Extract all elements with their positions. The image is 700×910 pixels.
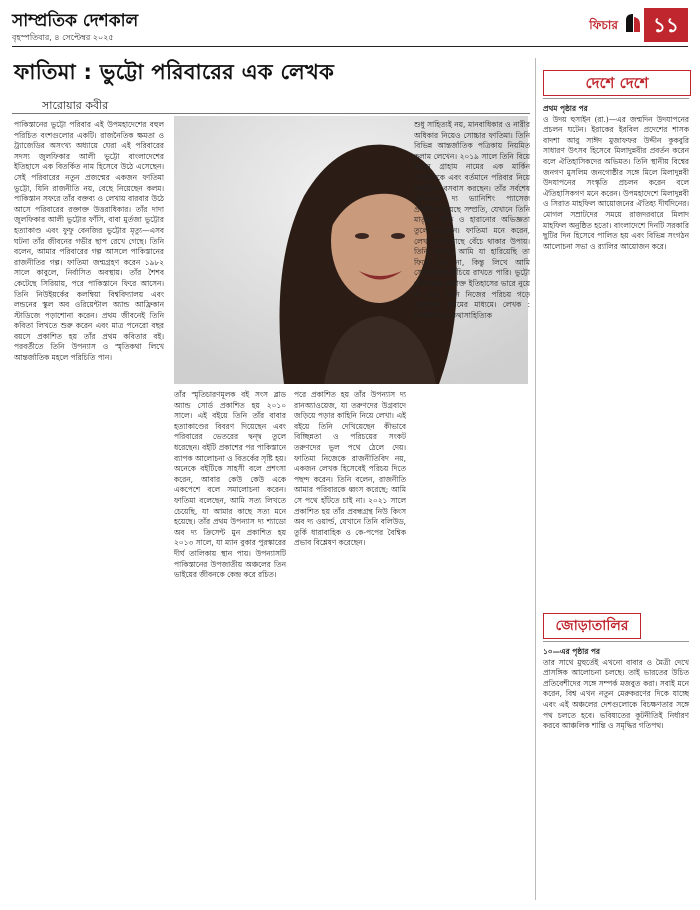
column-1-text: পাকিস্তানের ভুট্টো পরিবার এই উপমহাদেশের বহুল পরিচিত বংশগুলোর একটি। রাজনৈতিক ক্ষমতা ও ট্র্যাজেডির অসংখ্য অধ্যায়ে ঘেরা এই পরিবারের সদস্য জুলফিকার আলী ভুট্টো বাংলাদেশের ইতিহাসে এক বিতর্কিত নাম হিসেবে উঠে এসেছেন। সেই পরিবারের নতুন প্রজন্মের একজন ফাতিমা ভুট্টো, যিনি রাজনীতি নয়, বেছে নিয়েছেন কলম। পাকিস্তান সফরে তাঁর বক্তব্য ও লেখায় বারবার উঠে আসে পরিবারের রক্তাক্ত উত্তরাধিকার। তাঁর দাদা জুলফিকার আলী ভুট্টোর ফাঁসি, বাবা মুর্তজা ভুট্টোর হত্যাকাণ্ড এবং ফুফু বেনজির ভুট্টোর মৃত্যু—এসব ঘটনা তাঁর জীবনের গভীর ছাপ রেখে গেছে। তিনি বলেন, আমার পরিবারের গল্প আসলে পাকিস্তানের রাজনীতির গল্প। ফাতিমা জন্মগ্রহণ করেন ১৯৮২ সালে কাবুলে, নির্বাসিত অবস্থায়। তাঁর শৈশব কেটেছে সিরিয়ায়, পরে পাকিস্তানে ফিরে আসেন। তিনি নিউইয়র্কের কলম্বিয়া বিশ্ববিদ্যালয় এবং লন্ডনের স্কুল অব ওরিয়েন্টাল অ্যান্ড আফ্রিকান স্টাডিজে পড়াশোনা করেন। প্রথম জীবনেই তিনি কবিতা লিখতে শুরু করেন এবং মাত্র পনেরো বছর বয়সে প্রকাশিত হয় তাঁর প্রথম কবিতার বই। পরবর্তীতে তিনি উপন্যাস ও স্মৃতিকথা লিখে আন্তর্জাতিক মহলে পরিচিতি পান। (14, 120, 164, 363)
issue-date: বৃহস্পতিবার, ৪ সেপ্টেম্বর ২০২৫ (12, 33, 114, 42)
column-4-text: শুধু সাহিত্যই নয়, মানবাধিকার ও নারীর অধিকার নিয়েও সোচ্চার ফাতিমা। তিনি বিভিন্ন আন্তর্জাতিক পত্রিকায় নিয়মিত কলাম লেখেন। ২০১৯ সালে তিনি বিয়ে করেন গ্রাহাম নামের এক মার্কিন নাগরিককে এবং বর্তমানে পরিবার নিয়ে করাচিতে বসবাস করছেন। তাঁর সর্বশেষ স্মৃতিকথা দ্য ভ্যানিশিং প্যাসেজ প্রকাশিত হয়েছে সম্প্রতি, যেখানে তিনি মাতৃত্ব, স্মৃতি ও হারানোর অভিজ্ঞতা তুলে ধরেছেন। ফাতিমা মনে করেন, লেখা তাঁর কাছে বেঁচে থাকার উপায়। তিনি বলেন, আমি যা হারিয়েছি তা ফিরে পাব না, কিন্তু লিখে আমি সেগুলোকে বাঁচিয়ে রাখতে পারি। ভুট্টো পরিবারের রক্তাক্ত ইতিহাসের ভারে নুয়ে না পড়ে তিনি নিজের পরিচয় গড়ে তুলেছেন কলমের মাধ্যমে। লেখক : সাংবাদিক ও কথাসাহিত্যিক (414, 120, 530, 320)
jora-label: ১০—এর পৃষ্ঠার পর (543, 647, 600, 656)
masthead-title: সাম্প্রতিক দেশকাল (12, 11, 139, 31)
section-label: ফিচার (589, 18, 618, 32)
sidebar-heading-desh: দেশে দেশে (543, 70, 691, 96)
desh-text: ও উদয় হুসাইন (রা.)—এর জন্মদিন উদযাপনের প্রচলন ঘটেন। ইরাকের ইরবিল প্রদেশের শাসক বাদশা আবু সাঈদ মুজাফফর উদ্দীন কুকবুরি সাধারণ উৎসব হিসেবে মিলাদুন্নবীর প্রবর্তন করেন বলে ঐতিহাসিকদের অভিমত। তিনি স্থানীয় বিশ্বের জনগণ মুসলিম জনগোষ্ঠীর সঙ্গে মিলে মিলাদুন্নবী উদযাপনের সংস্কৃতি প্রচলন করেন বলে ঐতিহাসিকগণ মনে করেন। উপমহাদেশে মিলাদুন্নবী ও সিরাত মাহফিল আয়োজনের ঐতিহ্য দীর্ঘদিনের। মোগল সম্রাটদের সময়ে রাজদরবারে মিলাদ মাহফিল অনুষ্ঠিত হতো। বাংলাদেশে দিনটি সরকারি ছুটির দিন হিসেবে পালিত হয় এবং বিভিন্ন সংগঠন আলোচনা সভা ও র‍্যালির আয়োজন করে। (543, 114, 689, 251)
jora-text: তার সাথে মুহুর্তেই এখনো বাবার ও মৈত্রী দেখে প্রাসঙ্গিক আলোচনা চলছে। তাই ভারতের উচিত প্রতিবেশীদের সঙ্গে সম্পর্ক মজবুত করা। সবাই মনে করেন, বিশ্ব এখন নতুন মেরুকরণের দিকে যাচ্ছে এবং এই অঞ্চলের দেশগুলোকে বিচক্ষণতার সঙ্গে পথ চলতে হবে। ভবিষ্যতের কূটনীতিই নির্ধারণ করবে আঞ্চলিক শান্তি ও সমৃদ্ধির গতিপথ। (543, 657, 689, 731)
sidebar-story-desh (543, 104, 689, 604)
article-column-1 (14, 120, 164, 904)
article-headline: ফাতিমা : ভুট্টো পরিবারের এক লেখক (14, 60, 335, 84)
article-column-4 (414, 120, 530, 904)
masthead-rule (12, 46, 688, 47)
article-column-2 (174, 390, 286, 904)
column-3-text: পরে প্রকাশিত হয় তাঁর উপন্যাস দ্য রানঅ্যাওয়েজ, যা তরুণদের উগ্রবাদে জড়িয়ে পড়ার কাহিনি নিয়ে লেখা। এই বইয়ে তিনি দেখিয়েছেন কীভাবে বিচ্ছিন্নতা ও পরিচয়ের সংকট তরুণদের ভুল পথে ঠেলে দেয়। ফাতিমা নিজেকে রাজনীতিবিদ নয়, একজন লেখক হিসেবেই পরিচয় দিতে পছন্দ করেন। তিনি বলেন, রাজনীতি আমার পরিবারকে ধ্বংস করেছে; আমি সে পথে হাঁটতে চাই না। ২০২১ সালে প্রকাশিত হয় তাঁর প্রবন্ধগ্রন্থ নিউ কিংস অব দ্য ওয়ার্ল্ড, যেখানে তিনি বলিউড, তুর্কি ধারাবাহিক ও কে-পপের বৈশ্বিক প্রভাব বিশ্লেষণ করেছেন। (294, 390, 406, 548)
headline-rule (12, 113, 530, 114)
article-column-3 (294, 390, 406, 904)
desh-label: প্রথম পৃষ্ঠার পর (543, 104, 588, 113)
sidebar-rule-2 (543, 641, 689, 642)
sidebar-rule (543, 98, 689, 99)
sidebar-divider (535, 58, 536, 900)
sidebar-story-jora (543, 647, 689, 904)
column-2-text: তাঁর স্মৃতিচারণমূলক বই সংস ব্লাড অ্যান্ড সোর্ড প্রকাশিত হয় ২০১০ সালে। এই বইয়ে তিনি তাঁর বাবার হত্যাকাণ্ডের বিবরণ দিয়েছেন এবং পরিবারের ভেতরের দ্বন্দ্ব তুলে ধরেছেন। বইটি প্রকাশের পর পাকিস্তানে ব্যাপক আলোচনা ও বিতর্কের সৃষ্টি হয়। অনেকে বইটিকে সাহসী বলে প্রশংসা করেন, আবার কেউ কেউ একে একপেশে বলে সমালোচনা করেন। ফাতিমা বলেছেন, আমি সত্য লিখতে চেয়েছি, যা আমার কাছে সত্য মনে হয়েছে। তাঁর প্রথম উপন্যাস দ্য শ্যাডো অব দ্য ক্রিসেন্ট মুন প্রকাশিত হয় ২০১৩ সালে, যা ম্যান বুকার পুরস্কারের দীর্ঘ তালিকায় স্থান পায়। উপন্যাসটি পাকিস্তানের উপজাতীয় অঞ্চলের তিন ভাইয়ের জীবনকে কেন্দ্র করে রচিত। (174, 390, 286, 580)
article-byline: সারোয়ার কবীর (42, 99, 109, 112)
page-number: ১১ (644, 8, 688, 42)
sidebar-heading-jora: জোড়াতালির (543, 613, 641, 639)
section-logo-icon (624, 12, 642, 34)
